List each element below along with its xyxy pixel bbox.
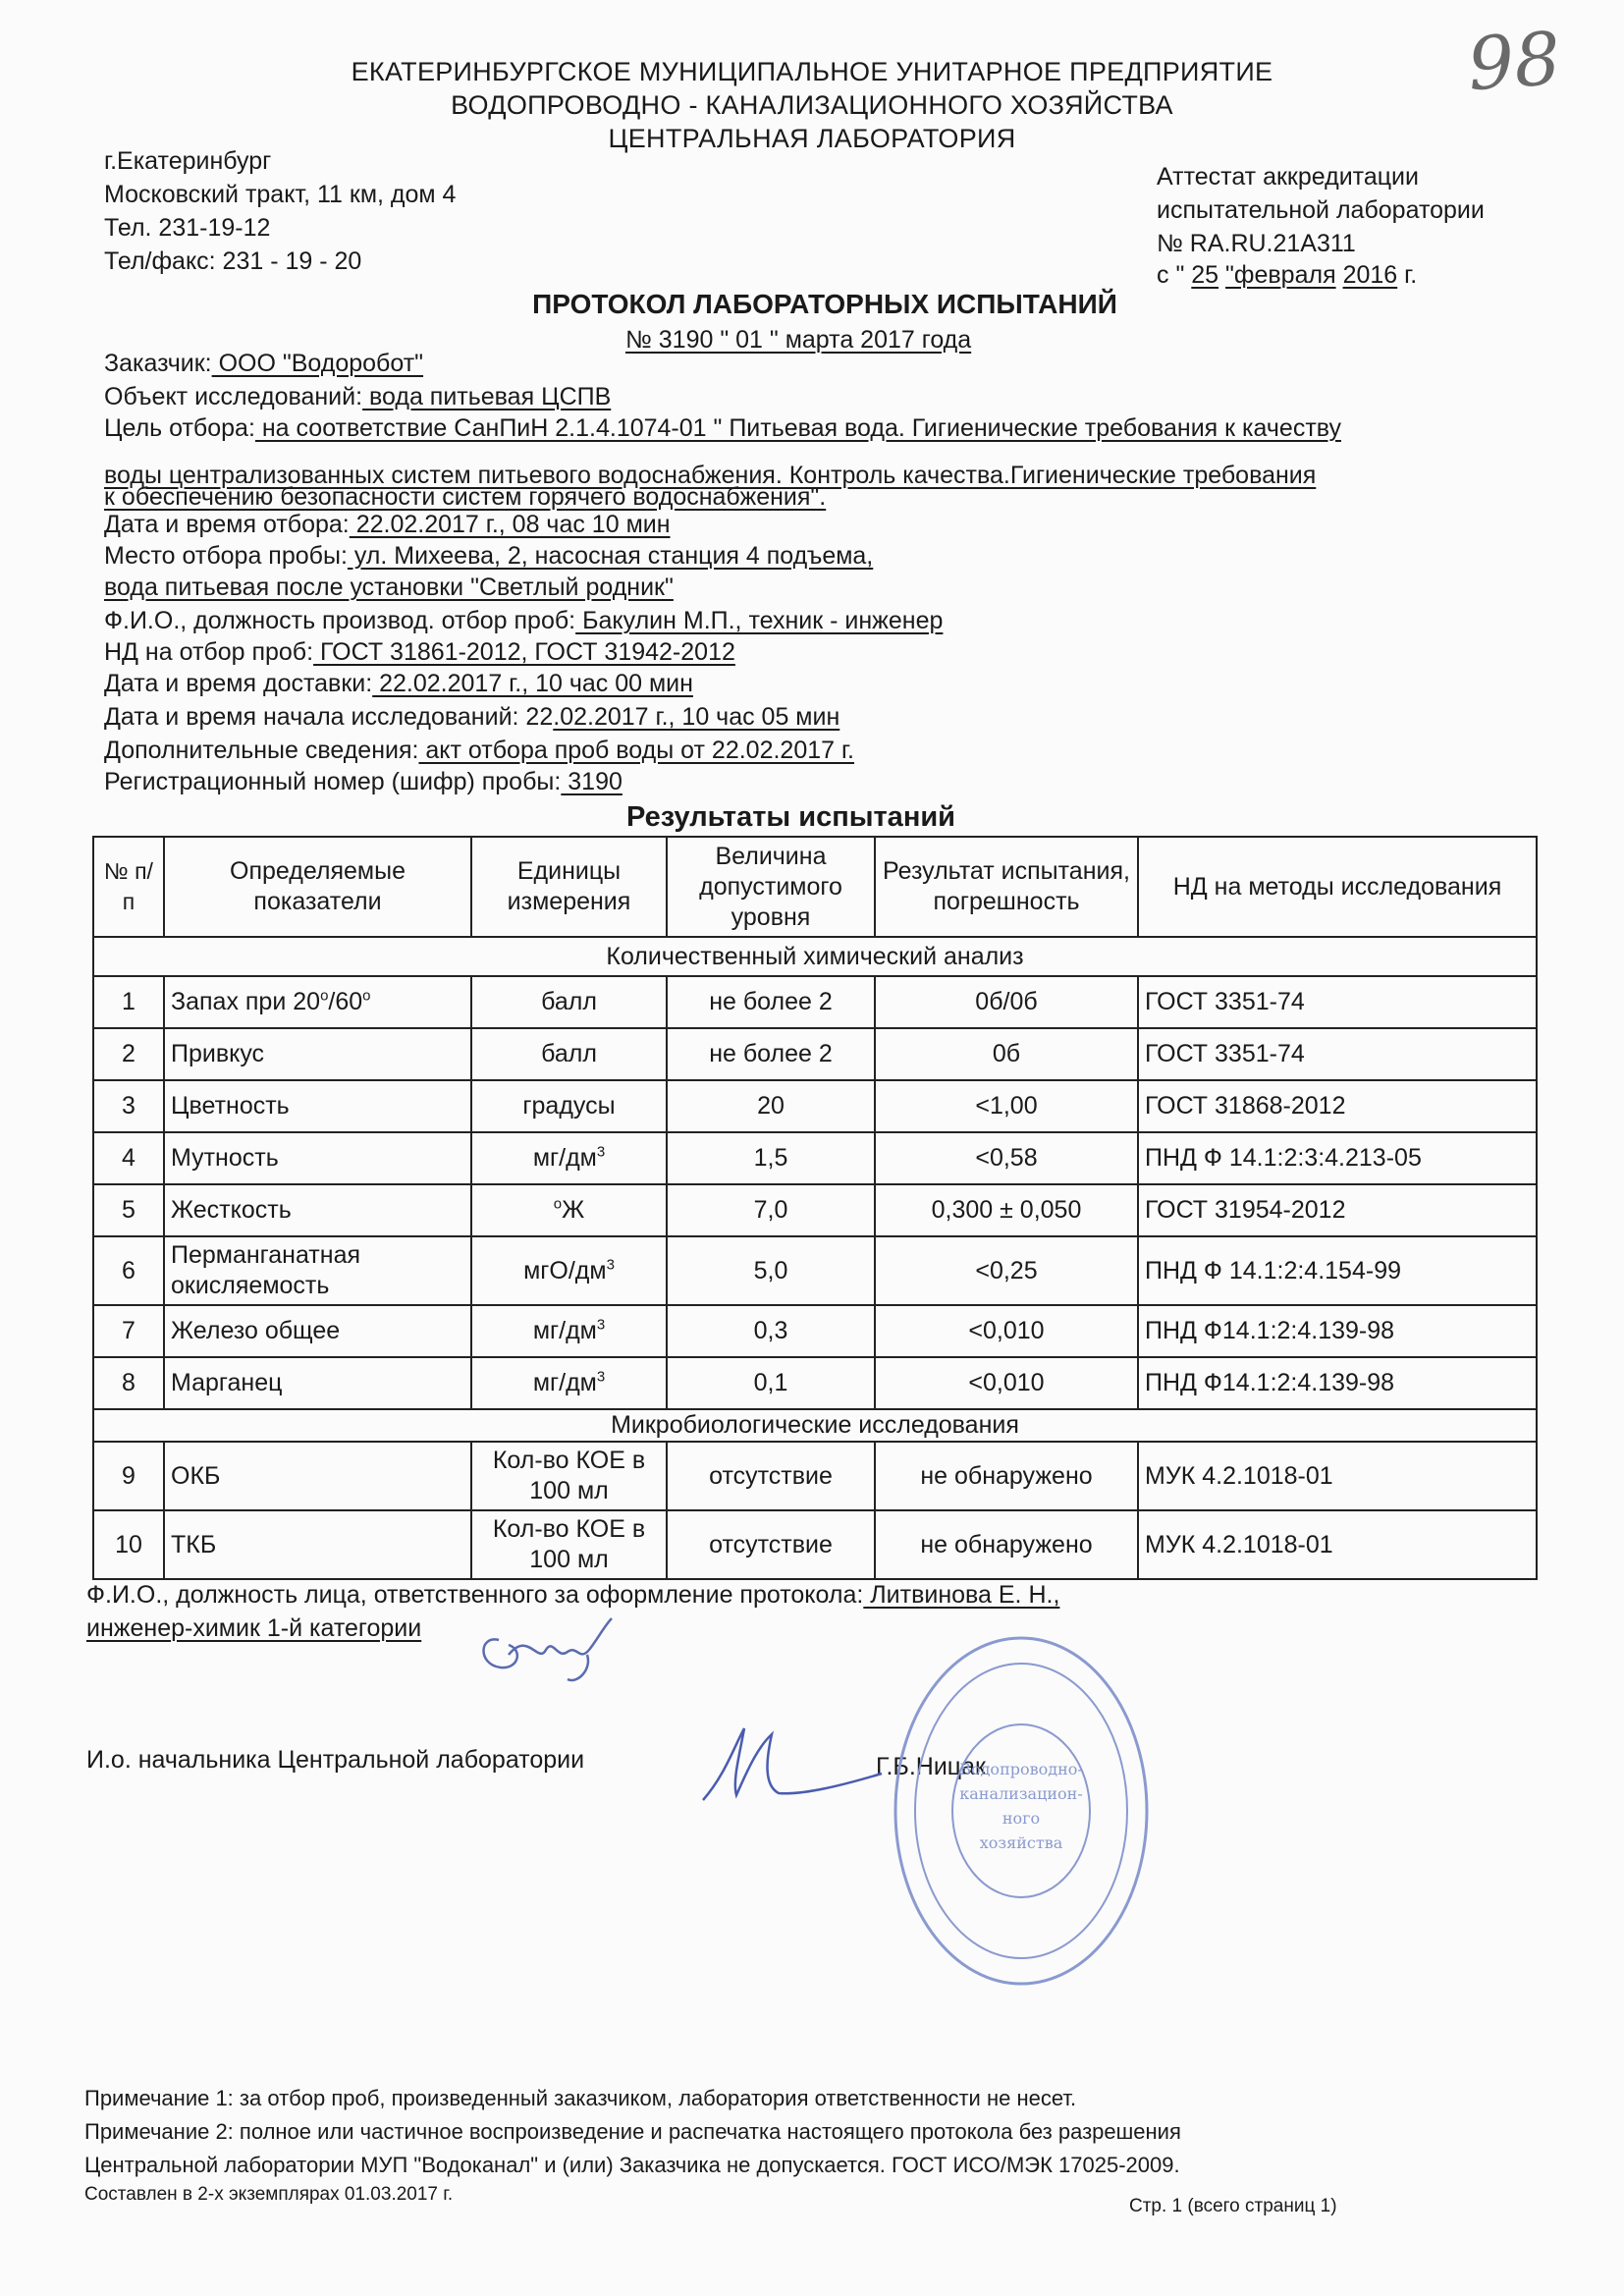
customer-value: ООО "Водоробот": [211, 350, 424, 377]
unit-text: мг/дм: [532, 1369, 597, 1396]
cell-unit: балл: [471, 1028, 667, 1080]
cell-result: <0,58: [875, 1132, 1138, 1184]
cell-indicator: Марганец: [164, 1357, 471, 1409]
cell-unit: [471, 1357, 667, 1409]
cell-num: 4: [93, 1132, 164, 1184]
protocol-number: № 3190 " 01 " марта 2017 года: [625, 326, 972, 354]
delivery-field: [104, 670, 693, 698]
cell-method: МУК 4.2.1018-01: [1138, 1442, 1537, 1510]
reg-number-field: [104, 768, 623, 796]
signature-head: [695, 1717, 892, 1815]
note-2b: Центральной лаборатории МУП "Водоканал" и (или) Заказчика не допускается. ГОСТ ИСО/МЭК 17025-2009.: [84, 2153, 1180, 2177]
cell-limit: 0,1: [667, 1357, 875, 1409]
header-unit: Единицы измерения: [471, 837, 667, 937]
cell-num: 5: [93, 1184, 164, 1236]
cell-limit: отсутствие: [667, 1442, 875, 1510]
sampler-label: Ф.И.О., должность производ. отбор проб:: [104, 607, 576, 634]
accreditation-date-prefix: с ": [1157, 261, 1185, 289]
sampling-place-field: [104, 542, 873, 571]
cell-limit: 5,0: [667, 1236, 875, 1305]
delivery-label: Дата и время доставки:: [104, 670, 373, 697]
note-2a: Примечание 2: полное или частичное воспроизведение и распечатка настоящего протокола без разрешения: [84, 2119, 1181, 2144]
sampling-place-line1: ул. Михеева, 2, насосная станция 4 подъема,: [347, 542, 874, 570]
cell-limit: 7,0: [667, 1184, 875, 1236]
cell-num: 1: [93, 976, 164, 1028]
sampling-datetime-value: 22.02.2017 г., 08 час 10 мин: [349, 511, 671, 538]
delivery-value: 22.02.2017 г., 10 час 00 мин: [372, 670, 693, 697]
address-city: г.Екатеринбург: [104, 147, 272, 175]
responsible-label: Ф.И.О., должность лица, ответственного за оформление протокола:: [86, 1581, 864, 1609]
purpose-label: Цель отбора:: [104, 414, 255, 442]
unit-text: 100 мл: [529, 1477, 609, 1504]
unit-text: мгО/дм: [523, 1256, 607, 1285]
unit-text: мг/дм: [532, 1317, 597, 1344]
cell-limit: отсутствие: [667, 1510, 875, 1579]
degree-sup: о: [362, 987, 371, 1005]
address-street: Московский тракт, 11 км, дом 4: [104, 181, 457, 208]
indicator-text: Запах при 20: [171, 988, 321, 1015]
table-row: [93, 1028, 1537, 1080]
cell-unit: балл: [471, 976, 667, 1028]
cell-unit: [471, 1184, 667, 1236]
unit-sup: о: [553, 1195, 563, 1213]
cell-unit: [471, 1442, 667, 1510]
cell-method: ГОСТ 31868-2012: [1138, 1080, 1537, 1132]
cell-indicator: Железо общее: [164, 1305, 471, 1357]
indicator-text-mid: /60: [328, 988, 363, 1015]
sampling-place-label: Место отбора пробы:: [104, 542, 348, 570]
section-chemical: Количественный химический анализ: [93, 937, 1537, 976]
cell-result: <1,00: [875, 1080, 1138, 1132]
cell-indicator: Жесткость: [164, 1184, 471, 1236]
unit-sup: 3: [596, 1143, 606, 1161]
accreditation-date-suffix: г.: [1404, 261, 1418, 289]
cell-method: ПНД Ф14.1:2:4.139-98: [1138, 1357, 1537, 1409]
table-row: [93, 1305, 1537, 1357]
cell-limit: 1,5: [667, 1132, 875, 1184]
cell-indicator: Привкус: [164, 1028, 471, 1080]
degree-sup: о: [320, 987, 329, 1005]
address-phone: Тел. 231-19-12: [104, 214, 271, 242]
org-name-line2: ВОДОПРОВОДНО - КАНАЛИЗАЦИОННОГО ХОЗЯЙСТВА: [451, 90, 1173, 120]
cell-unit: [471, 1236, 667, 1305]
stamp-inner-line4: хозяйства: [979, 1833, 1063, 1852]
start-label: Дата и время начала исследований: 22: [104, 703, 554, 731]
cell-result: <0,010: [875, 1305, 1138, 1357]
table-row: [93, 976, 1537, 1028]
accreditation-date: [1157, 261, 1417, 290]
unit-text-line1: Кол-во КОЕ в: [492, 1515, 646, 1543]
cell-limit: не более 2: [667, 976, 875, 1028]
handwritten-page-number: 98: [1465, 16, 1564, 108]
section-row: [93, 937, 1537, 976]
section-row: [93, 1409, 1537, 1442]
cell-num: 7: [93, 1305, 164, 1357]
cell-limit: 0,3: [667, 1305, 875, 1357]
accreditation-month: "февраля: [1225, 261, 1336, 289]
cell-indicator: ОКБ: [164, 1442, 471, 1510]
head-label: И.о. начальника Центральной лаборатории: [86, 1746, 585, 1774]
head-name: Г.Б.Ницак: [876, 1753, 986, 1780]
sampling-nd-value: ГОСТ 31861-2012, ГОСТ 31942-2012: [313, 638, 735, 666]
indicator-text-line1: Перманганатная: [171, 1241, 361, 1269]
results-title: Результаты испытаний: [626, 801, 955, 833]
cell-num: 8: [93, 1357, 164, 1409]
table-row: [93, 1357, 1537, 1409]
cell-unit: [471, 1510, 667, 1579]
cell-unit: [471, 1305, 667, 1357]
extra-field: [104, 737, 854, 765]
header-indicator: Определяемые показатели: [164, 837, 471, 937]
cell-unit: градусы: [471, 1080, 667, 1132]
unit-sup: 3: [606, 1256, 615, 1274]
responsible-position: инженер-химик 1-й категории: [86, 1614, 422, 1642]
table-row: [93, 1510, 1537, 1579]
signature-responsible: [469, 1611, 636, 1689]
cell-num: 9: [93, 1442, 164, 1510]
table-row: [93, 1184, 1537, 1236]
accreditation-year: 2016: [1342, 261, 1398, 289]
purpose-line1: на соответствие СанПиН 2.1.4.1074-01 " Питьевая вода. Гигиенические требования к качеству: [254, 414, 1341, 442]
cell-result: не обнаружено: [875, 1442, 1138, 1510]
results-table: [92, 836, 1538, 1580]
table-row: [93, 1080, 1537, 1132]
cell-indicator: [164, 976, 471, 1028]
extra-label: Дополнительные сведения:: [104, 737, 419, 764]
note-1: Примечание 1: за отбор проб, произведенный заказчиком, лаборатория ответственности не несет.: [84, 2086, 1077, 2110]
table-row: [93, 1442, 1537, 1510]
sampling-datetime-field: [104, 511, 671, 539]
cell-limit: не более 2: [667, 1028, 875, 1080]
cell-method: ГОСТ 3351-74: [1138, 1028, 1537, 1080]
page-indicator: Стр. 1 (всего страниц 1): [1129, 2196, 1337, 2216]
header-num: № п/п: [93, 837, 164, 937]
cell-method: ПНД Ф 14.1:2:3:4.213-05: [1138, 1132, 1537, 1184]
responsible-line: [86, 1581, 1059, 1610]
stamp-inner-line2: канализацион-: [959, 1784, 1083, 1803]
accreditation-line1: Аттестат аккредитации: [1157, 163, 1419, 191]
stamp-inner-line1: Водопроводно-: [959, 1760, 1083, 1778]
purpose-field: [104, 414, 1341, 443]
indicator-text: окисляемость: [171, 1272, 330, 1299]
header-method: НД на методы исследования: [1138, 837, 1537, 937]
cell-limit: 20: [667, 1080, 875, 1132]
official-stamp: [889, 1632, 1154, 1991]
cell-method: ПНД Ф 14.1:2:4.154-99: [1138, 1236, 1537, 1305]
object-value: вода питьевая ЦСПВ: [362, 383, 612, 410]
table-row: [93, 1132, 1537, 1184]
cell-result: 0,300 ± 0,050: [875, 1184, 1138, 1236]
copies-note: Составлен в 2-х экземплярах 01.03.2017 г.: [84, 2184, 454, 2205]
customer-field: [104, 350, 423, 378]
object-field: [104, 383, 611, 411]
unit-sup: 3: [596, 1368, 606, 1386]
sampling-nd-field: [104, 638, 735, 667]
object-label: Объект исследований:: [104, 383, 363, 410]
stamp-inner-line3: ного: [1001, 1809, 1041, 1828]
cell-result: <0,25: [875, 1236, 1138, 1305]
protocol-title: ПРОТОКОЛ ЛАБОРАТОРНЫХ ИСПЫТАНИЙ: [532, 289, 1117, 319]
sampler-field: [104, 607, 943, 635]
start-value: .02.2017 г., 10 час 05 мин: [553, 703, 840, 731]
org-name-line3: ЦЕНТРАЛЬНАЯ ЛАБОРАТОРИЯ: [608, 124, 1016, 153]
start-field: [104, 703, 839, 732]
customer-label: Заказчик:: [104, 350, 212, 377]
cell-indicator: Цветность: [164, 1080, 471, 1132]
extra-value: акт отбора проб воды от 22.02.2017 г.: [418, 737, 854, 764]
cell-num: 10: [93, 1510, 164, 1579]
cell-result: 0б/0б: [875, 976, 1138, 1028]
purpose-line2: воды централизованных систем питьевого водоснабжения. Контроль качества.Гигиенические требования: [104, 462, 1317, 489]
cell-indicator: ТКБ: [164, 1510, 471, 1579]
section-microbiology: Микробиологические исследования: [93, 1409, 1537, 1442]
table-row: [93, 1236, 1537, 1305]
cell-num: 3: [93, 1080, 164, 1132]
unit-text-line1: Кол-во КОЕ в: [492, 1447, 646, 1474]
table-header-row: [93, 837, 1537, 937]
sampling-nd-label: НД на отбор проб:: [104, 638, 314, 666]
org-name-line1: ЕКАТЕРИНБУРГСКОЕ МУНИЦИПАЛЬНОЕ УНИТАРНОЕ ПРЕДПРИЯТИЕ: [351, 57, 1273, 86]
cell-method: МУК 4.2.1018-01: [1138, 1510, 1537, 1579]
responsible-name: Литвинова Е. Н.,: [863, 1581, 1060, 1609]
sampling-place-line2: вода питьевая после установки "Светлый родник": [104, 574, 674, 601]
sampler-value: Бакулин М.П., техник - инженер: [575, 607, 944, 634]
accreditation-number: № RA.RU.21A311: [1157, 230, 1356, 257]
cell-unit: [471, 1132, 667, 1184]
address-fax: Тел/факс: 231 - 19 - 20: [104, 247, 362, 275]
cell-method: ГОСТ 31954-2012: [1138, 1184, 1537, 1236]
accreditation-day: 25: [1191, 261, 1219, 289]
header-limit: Величина допустимого уровня: [667, 837, 875, 937]
accreditation-line2: испытательной лаборатории: [1157, 196, 1485, 224]
sampling-datetime-label: Дата и время отбора:: [104, 511, 350, 538]
cell-result: <0,010: [875, 1357, 1138, 1409]
cell-method: ГОСТ 3351-74: [1138, 976, 1537, 1028]
cell-indicator: [164, 1236, 471, 1305]
cell-result: не обнаружено: [875, 1510, 1138, 1579]
reg-number-value: 3190: [561, 768, 623, 795]
unit-sup: 3: [596, 1316, 606, 1334]
cell-num: 2: [93, 1028, 164, 1080]
purpose-line3: к обеспечению безопасности систем горячего водоснабжения".: [104, 483, 827, 511]
cell-indicator: Мутность: [164, 1132, 471, 1184]
cell-method: ПНД Ф14.1:2:4.139-98: [1138, 1305, 1537, 1357]
unit-text: 100 мл: [529, 1546, 609, 1573]
unit-text: Ж: [562, 1196, 585, 1224]
unit-text: мг/дм: [532, 1144, 597, 1172]
header-result: Результат испытания, погрешность: [875, 837, 1138, 937]
cell-result: 0б: [875, 1028, 1138, 1080]
reg-number-label: Регистрационный номер (шифр) пробы:: [104, 768, 562, 795]
cell-num: 6: [93, 1236, 164, 1305]
